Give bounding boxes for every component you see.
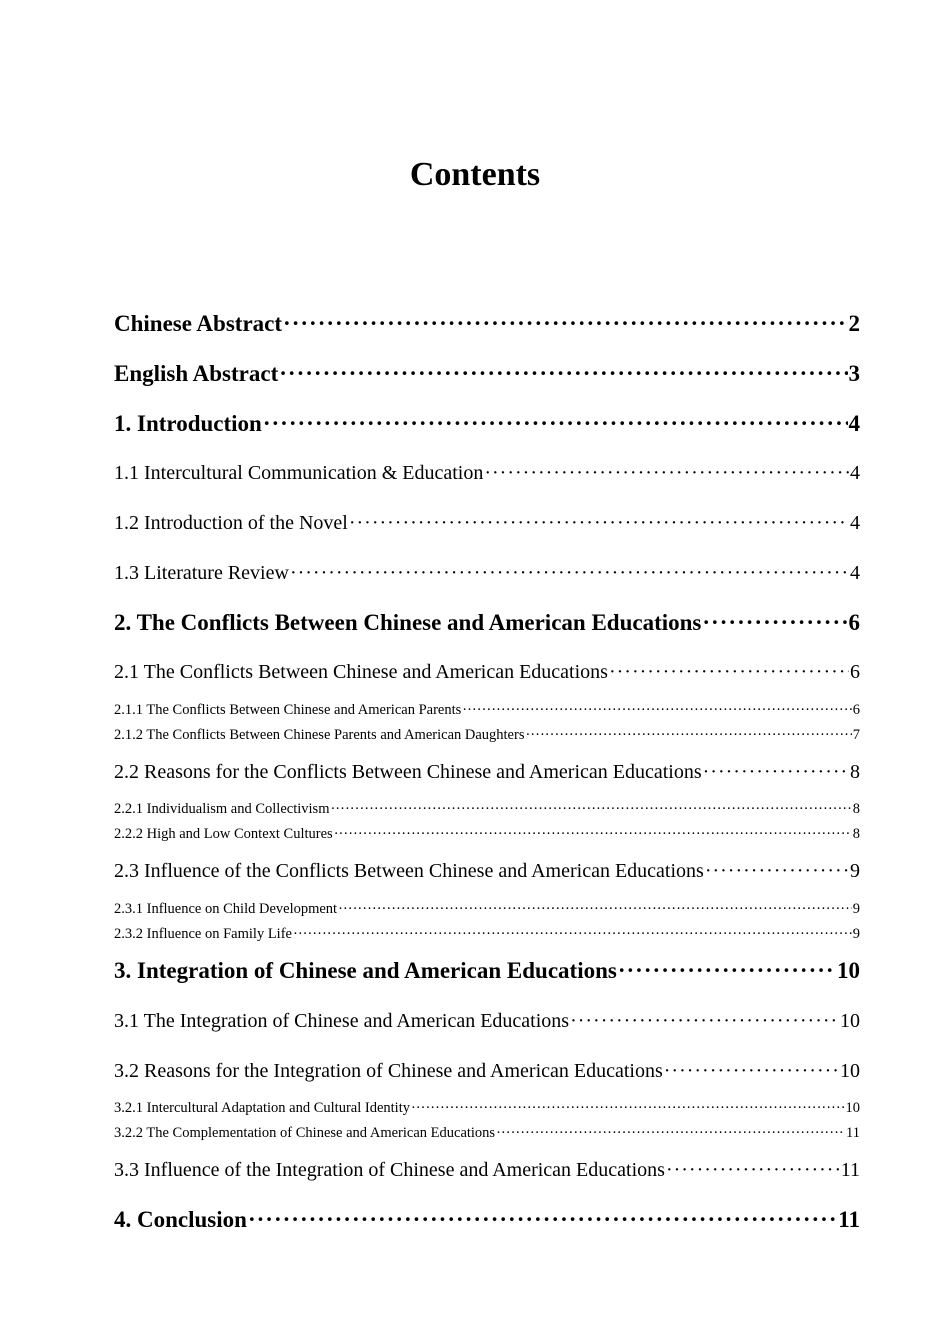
dot-leader bbox=[283, 307, 847, 341]
toc-entry-label: 1. Introduction bbox=[114, 411, 262, 436]
toc-entry-label: 3. Integration of Chinese and American Educations bbox=[114, 958, 617, 983]
toc-entry-page: 6 bbox=[848, 610, 860, 635]
dot-leader bbox=[666, 1155, 840, 1185]
toc-entry-label: 2.3.1 Influence on Child Development bbox=[114, 901, 338, 917]
toc-entry-2-2[interactable] bbox=[114, 757, 860, 787]
dot-leader bbox=[248, 1203, 837, 1237]
toc-entry-label: 2.1.1 The Conflicts Between Chinese and American Parents bbox=[114, 702, 462, 718]
toc-entry-page: 11 bbox=[840, 1159, 860, 1181]
dot-leader bbox=[330, 799, 851, 819]
dot-leader bbox=[263, 407, 848, 441]
dot-leader bbox=[349, 508, 849, 538]
toc-entry-page: 11 bbox=[838, 1207, 860, 1232]
toc-entry-label: 4. Conclusion bbox=[114, 1207, 247, 1232]
toc-entry-label: 2.2.2 High and Low Context Cultures bbox=[114, 826, 333, 842]
toc-entry-1-2[interactable] bbox=[114, 508, 860, 538]
toc-entry-page: 8 bbox=[852, 801, 860, 817]
toc-entry-3-2[interactable] bbox=[114, 1056, 860, 1086]
toc-entry-3-2-2[interactable] bbox=[114, 1123, 860, 1143]
toc-entry-page: 4 bbox=[850, 512, 860, 534]
toc-entry-label: 3.1 The Integration of Chinese and American Educations bbox=[114, 1010, 570, 1032]
dot-leader bbox=[411, 1098, 845, 1118]
toc-entry-label: 1.2 Introduction of the Novel bbox=[114, 512, 348, 534]
toc-entry-2[interactable] bbox=[114, 606, 860, 640]
toc-entry-label: 2.2 Reasons for the Conflicts Between Chinese and American Educations bbox=[114, 761, 702, 783]
toc-entry-label: 3.2 Reasons for the Integration of Chinese and American Educations bbox=[114, 1060, 663, 1082]
dot-leader bbox=[462, 700, 852, 720]
toc-entry-english-abstract[interactable] bbox=[114, 357, 860, 391]
toc-entry-page: 9 bbox=[852, 901, 860, 917]
toc-entry-label: 3.3 Influence of the Integration of Chinese and American Educations bbox=[114, 1159, 665, 1181]
toc-entry-label: 1.1 Intercultural Communication & Education bbox=[114, 462, 484, 484]
dot-leader bbox=[334, 824, 852, 844]
toc-entry-page: 4 bbox=[850, 562, 860, 584]
toc-entry-1-1[interactable] bbox=[114, 458, 860, 488]
toc-entry-page: 10 bbox=[840, 1060, 860, 1082]
toc-entry-page: 10 bbox=[837, 958, 860, 983]
toc-entry-3-1[interactable] bbox=[114, 1006, 860, 1036]
dot-leader bbox=[290, 558, 849, 588]
dot-leader bbox=[484, 458, 849, 488]
toc-entry-page: 3 bbox=[848, 361, 860, 386]
toc-entry-label: 2. The Conflicts Between Chinese and American Educations bbox=[114, 610, 702, 635]
toc-entry-page: 10 bbox=[845, 1100, 860, 1116]
toc-entry-2-1-2[interactable] bbox=[114, 725, 860, 745]
toc-entry-page: 10 bbox=[840, 1010, 860, 1032]
toc-entry-page: 2 bbox=[848, 311, 860, 336]
toc-entry-label: 2.1.2 The Conflicts Between Chinese Parents and American Daughters bbox=[114, 727, 525, 743]
toc-entry-page: 4 bbox=[850, 462, 860, 484]
toc-entry-page: 11 bbox=[846, 1125, 860, 1141]
toc-entry-1[interactable] bbox=[114, 407, 860, 441]
toc-entry-2-3-1[interactable] bbox=[114, 899, 860, 919]
dot-leader bbox=[702, 606, 847, 640]
toc-entry-page: 8 bbox=[850, 761, 860, 783]
toc-entry-3[interactable] bbox=[114, 954, 860, 988]
toc-entry-page: 4 bbox=[848, 411, 860, 436]
dot-leader bbox=[570, 1006, 839, 1036]
toc-entry-3-2-1[interactable] bbox=[114, 1098, 860, 1118]
toc-entry-2-2-1[interactable] bbox=[114, 799, 860, 819]
dot-leader bbox=[279, 357, 847, 391]
toc-entry-page: 9 bbox=[852, 926, 860, 942]
toc-entry-label: Chinese Abstract bbox=[114, 311, 283, 336]
toc-entry-label: 2.3.2 Influence on Family Life bbox=[114, 926, 292, 942]
toc-entry-2-2-2[interactable] bbox=[114, 824, 860, 844]
dot-leader bbox=[496, 1123, 845, 1143]
toc-entry-page: 7 bbox=[852, 727, 860, 743]
toc-entry-label: 3.2.2 The Complementation of Chinese and American Educations bbox=[114, 1125, 496, 1141]
toc-entry-label: 3.2.1 Intercultural Adaptation and Cultural Identity bbox=[114, 1100, 410, 1116]
toc-entry-2-3[interactable] bbox=[114, 856, 860, 886]
dot-leader bbox=[609, 657, 849, 687]
dot-leader bbox=[293, 924, 852, 944]
dot-leader bbox=[525, 725, 851, 745]
toc-entry-label: 2.1 The Conflicts Between Chinese and American Educations bbox=[114, 661, 608, 683]
toc-entry-3-3[interactable] bbox=[114, 1155, 860, 1185]
toc-entry-label: 2.3 Influence of the Conflicts Between Chinese and American Educations bbox=[114, 860, 704, 882]
dot-leader bbox=[664, 1056, 839, 1086]
toc-entry-page: 9 bbox=[850, 860, 860, 882]
page-title: Contents bbox=[409, 156, 541, 193]
toc-entry-label: 2.2.1 Individualism and Collectivism bbox=[114, 801, 330, 817]
dot-leader bbox=[618, 954, 836, 988]
toc-entry-label: English Abstract bbox=[114, 361, 279, 386]
toc-entry-1-3[interactable] bbox=[114, 558, 860, 588]
toc-entry-4[interactable] bbox=[114, 1203, 860, 1237]
toc-entry-2-1[interactable] bbox=[114, 657, 860, 687]
dot-leader bbox=[703, 757, 849, 787]
toc-entry-label: 1.3 Literature Review bbox=[114, 562, 289, 584]
dot-leader bbox=[338, 899, 852, 919]
toc-entry-2-3-2[interactable] bbox=[114, 924, 860, 944]
toc-entry-page: 6 bbox=[850, 661, 860, 683]
toc-entry-page: 8 bbox=[852, 826, 860, 842]
toc-entry-2-1-1[interactable] bbox=[114, 700, 860, 720]
toc-entry-chinese-abstract[interactable] bbox=[114, 307, 860, 341]
toc-entry-page: 6 bbox=[852, 702, 860, 718]
dot-leader bbox=[705, 856, 849, 886]
